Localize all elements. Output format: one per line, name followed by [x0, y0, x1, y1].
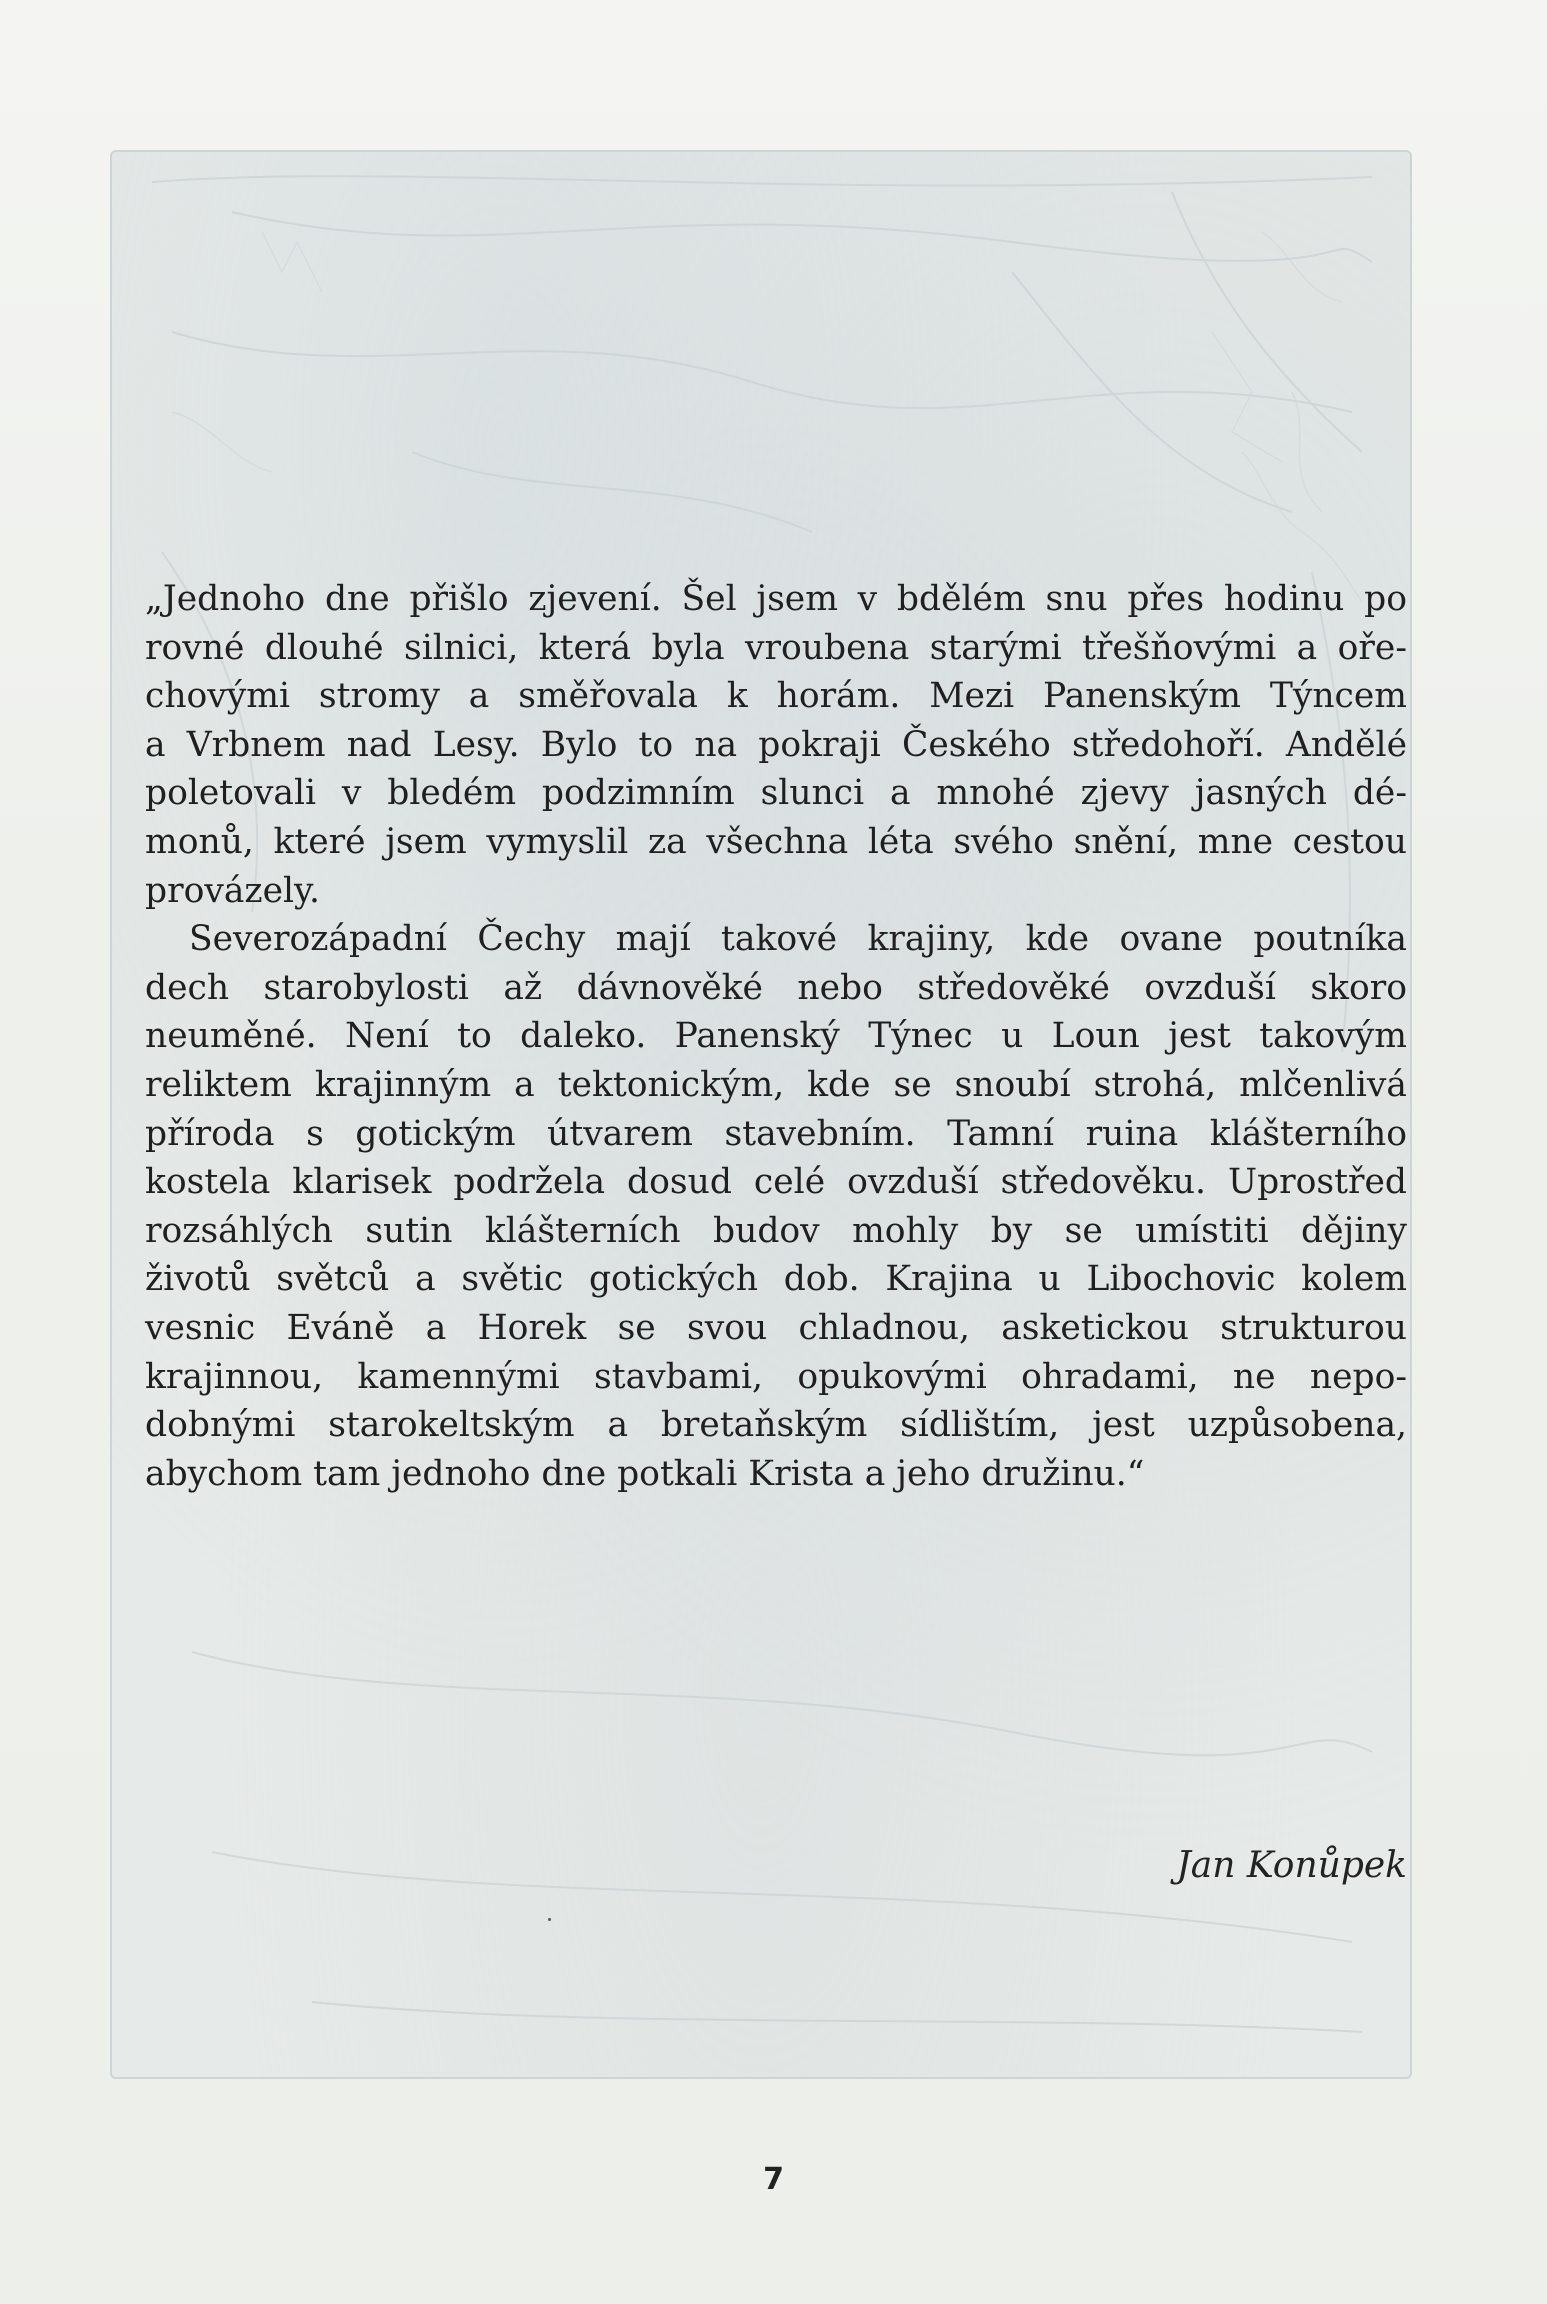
quote-text: [145, 575, 1407, 1498]
page-number: 7: [763, 2162, 784, 2197]
quote-line: kostela klarisek podržela dosud celé ovzduší středověku. Uprostřed: [145, 1162, 1407, 1203]
quote-line: provázely.: [145, 870, 320, 911]
quote-line: a Vrbnem nad Lesy. Bylo to na pokraji Českého středohoří. Andělé: [145, 724, 1407, 765]
quote-line: poletovali v bledém podzimním slunci a mnohé zjevy jasných dé-: [145, 773, 1407, 814]
paper-speck: [548, 1918, 551, 1921]
quote-line: vesnic Eváně a Horek se svou chladnou, asketickou strukturou: [145, 1307, 1407, 1348]
quote-line: rozsáhlých sutin klášterních budov mohly by se umístiti dějiny: [145, 1210, 1407, 1251]
quote-line: neuměné. Není to daleko. Panenský Týnec u Loun jest takovým: [145, 1016, 1407, 1057]
quote-line: „Jednoho dne přišlo zjevení. Šel jsem v bdělém snu přes hodinu po: [145, 579, 1407, 619]
quote-line: příroda s gotickým útvarem stavebním. Tamní ruina klášterního: [145, 1113, 1407, 1154]
quote-line: chovými stromy a směřovala k horám. Mezi Panenským Týncem: [145, 676, 1407, 717]
quote-line: krajinnou, kamennými stavbami, opukovými ohradami, ne nepo-: [145, 1356, 1407, 1397]
quote-line: rovné dlouhé silnici, která byla vroubena starými třešňovými a oře-: [145, 627, 1407, 668]
quote-line: abychom tam jednoho dne potkali Krista a jeho družinu.“: [145, 1453, 1145, 1494]
quote-line: reliktem krajinným a tektonickým, kde se snoubí strohá, mlčenlivá: [145, 1064, 1407, 1105]
author-signature: Jan Konůpek: [1176, 1845, 1407, 1886]
quote-line: dech starobylosti až dávnověké nebo středověké ovzduší skoro: [145, 967, 1407, 1008]
quote-line: dobnými starokeltským a bretaňským sídlištím, jest uzpůsobena,: [145, 1405, 1407, 1446]
quote-line: Severozápadní Čechy mají takové krajiny, kde ovane poutníka: [189, 919, 1407, 960]
quote-line: monů, které jsem vymyslil za všechna léta svého snění, mne cestou: [145, 821, 1407, 862]
quote-line: životů světců a světic gotických dob. Krajina u Libochovic kolem: [145, 1259, 1407, 1300]
